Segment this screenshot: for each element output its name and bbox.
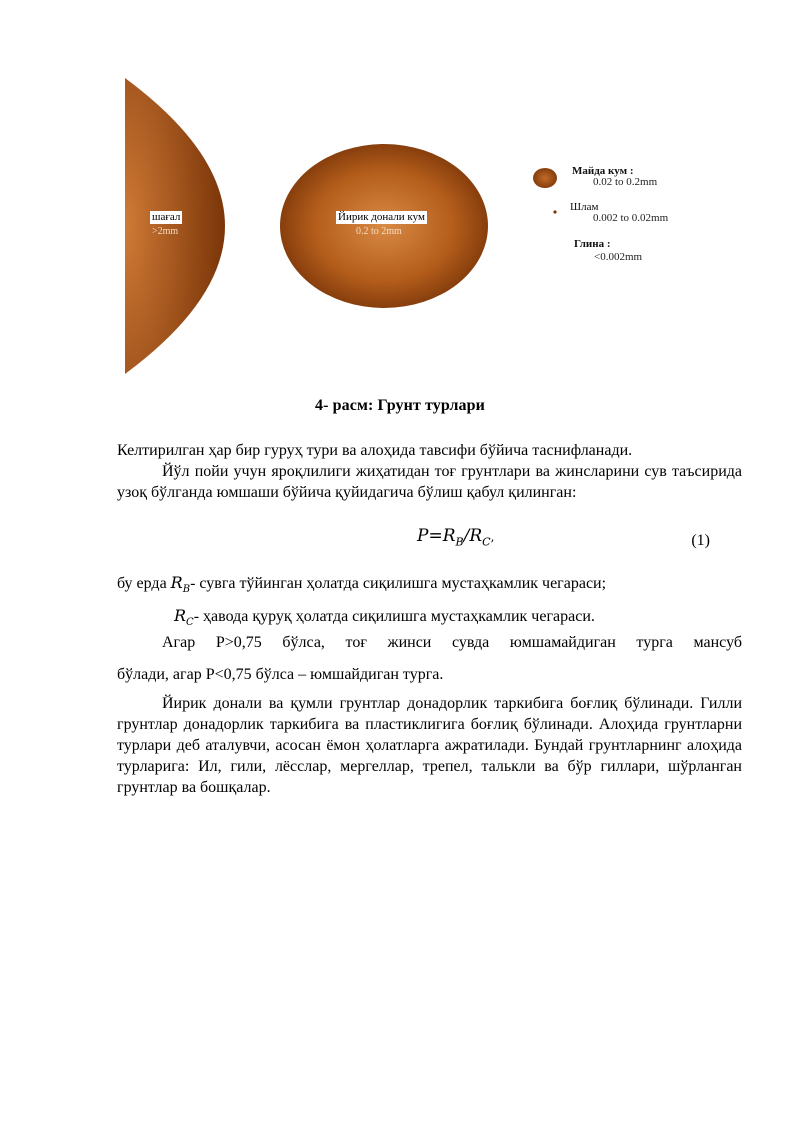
paragraph-softening: Йўл пойи учун яроқлилиги жиҳатидан тоғ грунтлари ва жинсларини сув таъсирида узоқ бўлганда юмшаши бўйича қуйидагича бўлиш қабул қилинган: — [117, 463, 742, 501]
silt-grain — [553, 210, 556, 213]
body-text-top — [117, 440, 742, 503]
coarse-sand-name: Йирик донали кум — [338, 211, 425, 223]
clay-name: Глина : — [574, 238, 611, 250]
formula-row — [117, 526, 742, 556]
fine-sand-name: Майда кум : — [572, 165, 634, 177]
paragraph-classification: Келтирилган ҳар бир гуруҳ тури ва алоҳида тавсифи бўйича таснифланади. — [117, 442, 633, 459]
clay-size: <0.002mm — [594, 251, 643, 263]
equation-number: (1) — [691, 532, 710, 549]
definition-rb: бу ерда $R_B-$ сувга тўйинган ҳолатда сиқилишга мустаҳкамлик чегараси; — [117, 573, 607, 596]
body-text-grain — [117, 693, 742, 798]
silt-name: Шлам — [570, 201, 599, 213]
definition-rc: $R_C-$ ҳавода қуруқ ҳолатда сиқилишга мустаҳкамлик чегараси. — [174, 606, 595, 629]
paragraph-condition-line2: бўлади, агар Р<0,75 бўлса – юмшайдиган турга. — [117, 666, 444, 683]
silt-size: 0.002 to 0.02mm — [593, 212, 669, 224]
coarse-sand-size: 0.2 to 2mm — [356, 226, 402, 237]
grain-size-illustration — [0, 0, 800, 390]
figure-caption: 4- расм: Грунт турлари — [315, 397, 485, 414]
softening-formula: $P=R_B/R_C$, — [417, 526, 495, 549]
body-text-condition — [117, 632, 742, 685]
gravel-name: шағал — [152, 211, 181, 223]
paragraph-condition-line1: Агар Р>0,75 бўлса, тоғ жинси сувда юмшамайдиган турга мансуб — [162, 634, 742, 651]
fine-sand-grain — [533, 168, 557, 188]
fine-sand-size: 0.02 to 0.2mm — [593, 176, 658, 188]
soil-types-figure — [0, 0, 800, 390]
paragraph-grain-composition: Йирик донали ва қумли грунтлар донадорлик таркибига боғлиқ бўлинади. Гилли грунтлар донадорлик таркибига ва пластиклигига боғлиқ бўлинади. Алоҳида грунтларни турлари деб аталувчи, асосан ёмон ҳолатларга ажратилади. Бундай грунтларнинг алоҳида турларига: Ил, гили, лёсслар, мергеллар, трепел, талькли ва бўр гиллари, шўрланган грунтлар ва бошқалар. — [117, 695, 742, 796]
gravel-size: >2mm — [152, 226, 179, 237]
definitions — [117, 572, 742, 633]
